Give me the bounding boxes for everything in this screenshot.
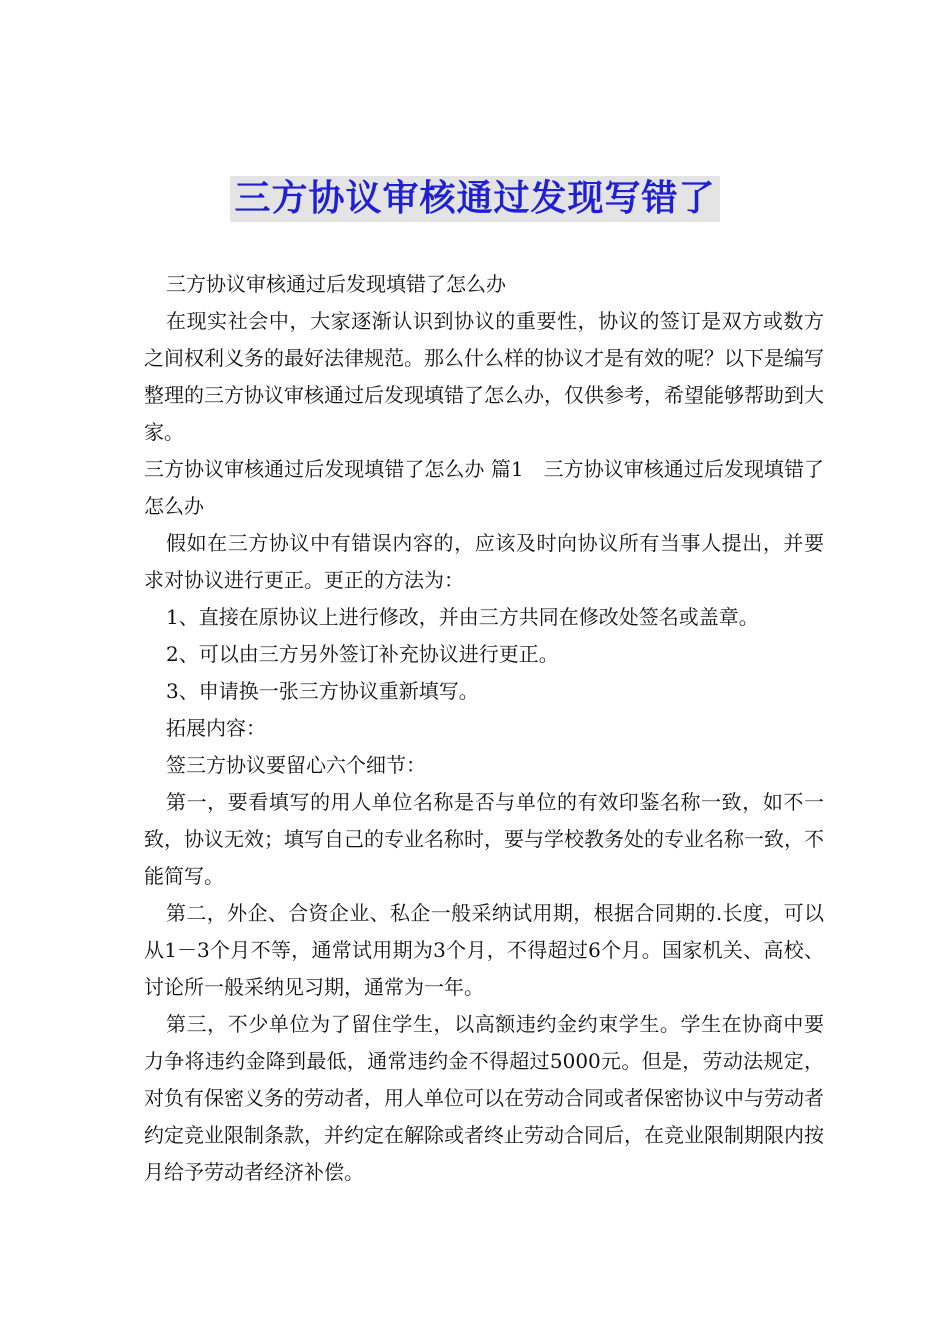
paragraph-detail-3: 第三，不少单位为了留住学生，以高额违约金约束学生。学生在协商中要力争将违约金降到最低，通常违约金不得超过5000元。但是，劳动法规定，对负有保密义务的劳动者，用人单位可以在劳动合同或者保密协议中与劳动者约定竞业限制条款，并约定在解除或者终止劳动合同后，在竞业限制期限内按月给予劳动者经济补偿。 bbox=[144, 1012, 824, 1184]
document-title: 三方协议审核通过发现写错了 bbox=[230, 176, 719, 222]
paragraph-extension: 拓展内容： bbox=[166, 716, 266, 740]
list-item-2: 2、可以由三方另外签订补充协议进行更正。 bbox=[166, 642, 559, 666]
paragraph-detail-1: 第一，要看填写的用人单位名称是否与单位的有效印鉴名称一致，如不一致，协议无效；填写自己的专业名称时，要与学校教务处的专业名称一致，不能简写。 bbox=[144, 790, 824, 888]
list-item-3: 3、申请换一张三方协议重新填写。 bbox=[166, 679, 479, 703]
paragraph-six-details: 签三方协议要留心六个细节： bbox=[166, 753, 426, 777]
paragraph-subtitle: 三方协议审核通过后发现填错了怎么办 bbox=[166, 272, 506, 296]
list-item-1: 1、直接在原协议上进行修改，并由三方共同在修改处签名或盖章。 bbox=[166, 605, 759, 629]
paragraph-intro: 在现实社会中，大家逐渐认识到协议的重要性，协议的签订是双方或数方之间权利义务的最好法律规范。那么什么样的协议才是有效的呢？以下是编写整理的三方协议审核通过后发现填错了怎么办，仅供参考，希望能够帮助到大家。 bbox=[144, 309, 824, 444]
title-wrap bbox=[0, 176, 950, 222]
paragraph-detail-2: 第二，外企、合资企业、私企一般采纳试用期，根据合同期的.长度，可以从1－3个月不等，通常试用期为3个月，不得超过6个月。国家机关、高校、讨论所一般采纳见习期，通常为一年。 bbox=[144, 901, 824, 999]
paragraph-correction: 假如在三方协议中有错误内容的，应该及时向协议所有当事人提出，并要求对协议进行更正。更正的方法为： bbox=[144, 531, 824, 592]
document-body bbox=[144, 266, 824, 1191]
paragraph-section-heading: 三方协议审核通过后发现填错了怎么办 篇1 三方协议审核通过后发现填错了怎么办 bbox=[144, 457, 824, 518]
